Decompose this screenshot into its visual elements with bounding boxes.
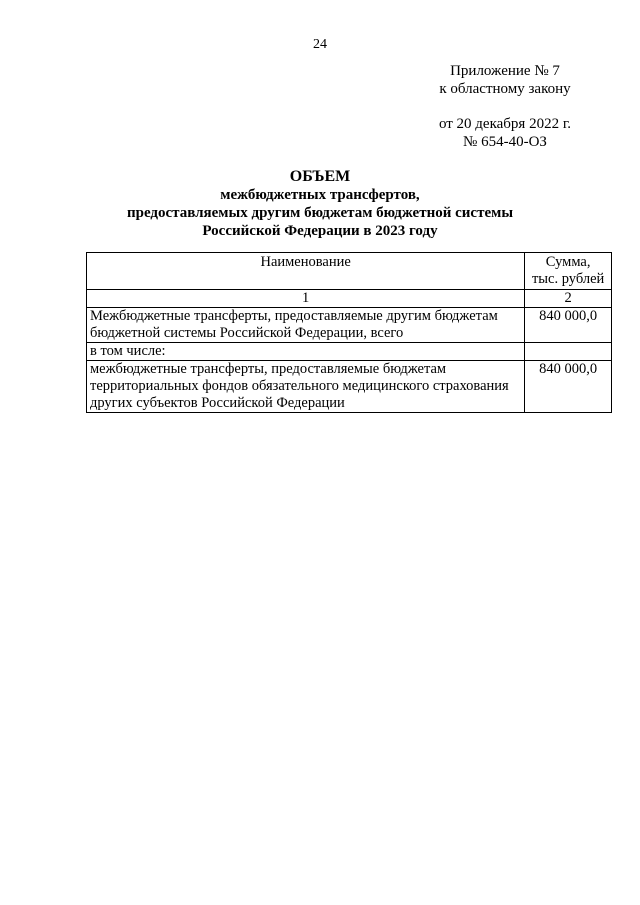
header-sum — [525, 253, 612, 290]
column-number-2: 2 — [525, 290, 612, 308]
column-number-1: 1 — [87, 290, 525, 308]
row-name: межбюджетные трансферты, предоставляемые бюджетам территориальных фондов обязательного медицинского страхования других субъектов Российской Федерации — [87, 361, 525, 413]
appendix-law-reference: к областному закону — [439, 81, 571, 97]
row-sum: 840 000,0 — [525, 308, 612, 343]
header-name: Наименование — [87, 253, 525, 290]
table-row — [87, 308, 612, 343]
table-row — [87, 343, 612, 361]
page-number: 24 — [313, 37, 327, 52]
appendix-title: Приложение № 7 — [450, 63, 560, 79]
transfers-table — [86, 252, 612, 413]
appendix-law-number: № 654-40-ОЗ — [463, 134, 547, 150]
appendix-date: от 20 декабря 2022 г. — [438, 116, 572, 132]
header-sum-line-1: Сумма, — [545, 254, 591, 270]
row-sum: 840 000,0 — [525, 361, 612, 413]
title-line-3: предоставляемых другим бюджетам бюджетной системы — [126, 205, 514, 221]
row-sum — [525, 343, 612, 361]
row-name: Межбюджетные трансферты, предоставляемые другим бюджетам бюджетной системы Российской Федерации, всего — [87, 308, 525, 343]
title-main: ОБЪЕМ — [289, 168, 351, 185]
header-sum-line-2: тыс. рублей — [531, 271, 605, 287]
appendix-header — [400, 62, 610, 151]
document-title — [60, 168, 580, 240]
table-header-row — [87, 253, 612, 290]
title-line-4: Российской Федерации в 2023 году — [202, 223, 438, 239]
row-name: в том числе: — [87, 343, 525, 361]
column-number-row — [87, 290, 612, 308]
table-row — [87, 361, 612, 413]
title-line-2: межбюджетных трансфертов, — [220, 187, 420, 203]
